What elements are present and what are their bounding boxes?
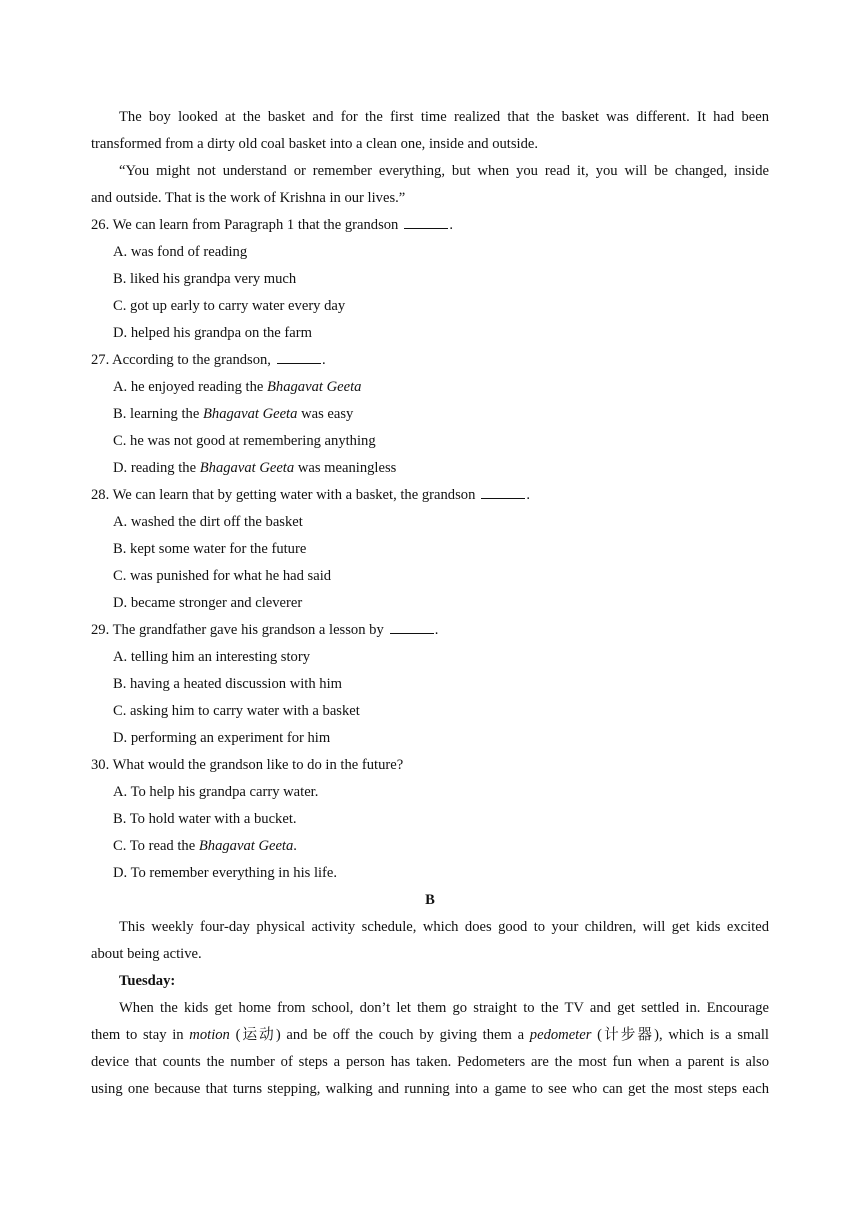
answer-blank	[481, 497, 525, 499]
question-27-option-a: A. he enjoyed reading the Bhagavat Geeta	[113, 379, 362, 395]
question-29-option-a: A. telling him an interesting story	[113, 649, 310, 665]
question-28-option-c: C. was punished for what he had said	[113, 568, 332, 584]
tuesday-heading: Tuesday:	[119, 973, 176, 989]
question-27-option-b: B. learning the Bhagavat Geeta was easy	[113, 406, 354, 422]
section-b-intro-line-1: This weekly four-day physical activity schedule, which does good to your children, will get kids excited	[119, 919, 769, 935]
passage-a-paragraph-2-line-1: “You might not understand or remember everything, but when you read it, you will be changed, inside	[119, 163, 769, 179]
question-30-option-d: D. To remember everything in his life.	[113, 865, 338, 881]
question-27-option-c: C. he was not good at remembering anything	[113, 433, 376, 449]
tuesday-line-4: using one because that turns stepping, walking and running into a game to see who can get the most steps each	[91, 1081, 769, 1097]
question-26-stem: 26. We can learn from Paragraph 1 that the grandson .	[91, 217, 454, 233]
question-28-option-a: A. washed the dirt off the basket	[113, 514, 303, 530]
tuesday-line-3: device that counts the number of steps a person has taken. Pedometers are the most fun when a parent is also	[91, 1054, 769, 1070]
answer-blank	[277, 362, 321, 364]
question-29-option-c: C. asking him to carry water with a basket	[113, 703, 360, 719]
question-28-option-b: B. kept some water for the future	[113, 541, 307, 557]
section-b-heading: B	[425, 892, 435, 908]
question-28-stem: 28. We can learn that by getting water with a basket, the grandson .	[91, 487, 531, 503]
passage-a-paragraph-1-line-2: transformed from a dirty old coal basket into a clean one, inside and outside.	[91, 136, 539, 152]
question-29-option-b: B. having a heated discussion with him	[113, 676, 343, 692]
question-30-option-c: C. To read the Bhagavat Geeta.	[113, 838, 297, 854]
question-27-option-d: D. reading the Bhagavat Geeta was meaningless	[113, 460, 397, 476]
question-28-option-d: D. became stronger and cleverer	[113, 595, 303, 611]
question-29-option-d: D. performing an experiment for him	[113, 730, 331, 746]
section-b-intro-line-2: about being active.	[91, 946, 202, 962]
question-26-option-d: D. helped his grandpa on the farm	[113, 325, 312, 341]
question-26-option-c: C. got up early to carry water every day	[113, 298, 346, 314]
document-page	[91, 104, 769, 1103]
answer-blank	[390, 632, 434, 634]
question-30-option-b: B. To hold water with a bucket.	[113, 811, 297, 827]
question-26-option-b: B. liked his grandpa very much	[113, 271, 297, 287]
tuesday-line-1: When the kids get home from school, don’t let them go straight to the TV and get settled in. Encourage	[119, 1000, 769, 1016]
question-30-option-a: A. To help his grandpa carry water.	[113, 784, 319, 800]
passage-a-paragraph-1-line-1: The boy looked at the basket and for the first time realized that the basket was different. It had been	[119, 109, 769, 125]
question-27-stem: 27. According to the grandson, .	[91, 352, 326, 368]
question-26-option-a: A. was fond of reading	[113, 244, 248, 260]
tuesday-line-2: them to stay in motion (运动) and be off the couch by giving them a pedometer (计步器), which is a small	[91, 1027, 769, 1043]
answer-blank	[404, 227, 448, 229]
question-29-stem: 29. The grandfather gave his grandson a lesson by .	[91, 622, 439, 638]
question-30-stem: 30. What would the grandson like to do in the future?	[91, 757, 404, 773]
passage-a-paragraph-2-line-2: and outside. That is the work of Krishna in our lives.”	[91, 190, 406, 206]
